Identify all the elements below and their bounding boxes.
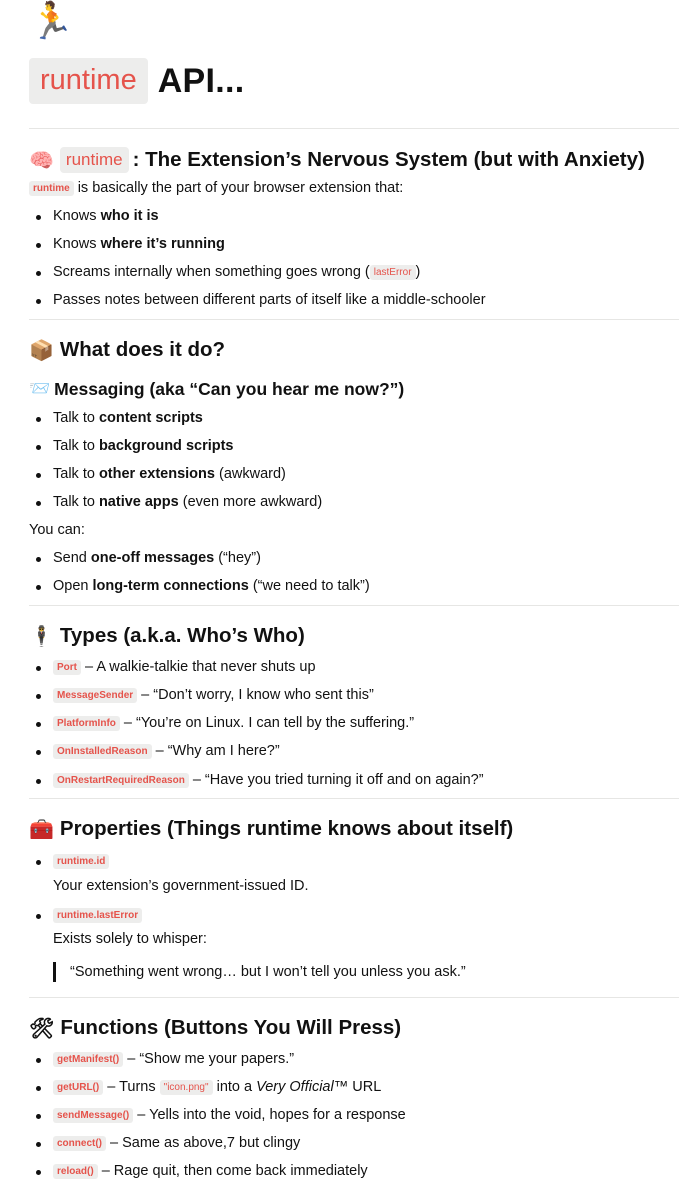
list-item: reload() – Rage quit, then come back immediately	[53, 1163, 368, 1179]
list-item: sendMessage() – Yells into the void, hopes for a response	[53, 1107, 406, 1123]
page-title	[29, 58, 245, 104]
property-description: Your extension’s government-issued ID.	[53, 878, 309, 894]
section-heading-nervous-system	[29, 147, 645, 173]
section-heading-types	[29, 624, 305, 648]
section-heading-what	[29, 338, 225, 362]
list-item: Screams internally when something goes wrong ( lastError )	[53, 264, 421, 280]
list-item: getManifest() – “Show me your papers.”	[53, 1051, 294, 1067]
inline-code: lastError	[370, 265, 416, 280]
divider	[29, 798, 679, 799]
inline-code: connect()	[53, 1136, 106, 1151]
list-item: OnRestartRequiredReason – “Have you tried turning it off and on again?”	[53, 772, 484, 788]
you-can-label: You can:	[29, 522, 85, 538]
list-item: Open long-term connections (“we need to talk”)	[53, 578, 370, 594]
intro-paragraph	[29, 180, 403, 196]
list-item: connect() – Same as above,7 but clingy	[53, 1135, 300, 1151]
brain-icon: 🧠	[29, 148, 54, 172]
inline-code: PlatformInfo	[53, 716, 120, 731]
heading-text: Properties (Things runtime knows about itself)	[59, 817, 514, 840]
hammer-and-wrench-icon: 🛠	[29, 1016, 55, 1040]
list-item: Talk to content scripts	[53, 410, 203, 426]
inline-code: Port	[53, 660, 81, 675]
list-item: Passes notes between different parts of itself like a middle-schooler	[53, 292, 486, 308]
subheading-messaging	[29, 379, 404, 400]
inline-code: getManifest()	[53, 1052, 123, 1067]
property-description: Exists solely to whisper:	[53, 931, 207, 947]
inline-code: getURL()	[53, 1080, 103, 1095]
list-item: PlatformInfo – “You’re on Linux. I can tell by the suffering.”	[53, 715, 414, 731]
blockquote: “Something went wrong… but I won’t tell you unless you ask.”	[53, 962, 466, 982]
inline-code: reload()	[53, 1164, 98, 1179]
list-item: Talk to other extensions (awkward)	[53, 466, 286, 482]
list-item: Port – A walkie-talkie that never shuts up	[53, 659, 316, 675]
list-item: MessageSender – “Don’t worry, I know who sent this”	[53, 687, 374, 703]
inline-code: sendMessage()	[53, 1108, 133, 1123]
list-item: OnInstalledReason – “Why am I here?”	[53, 743, 280, 759]
title-code: runtime	[29, 58, 148, 104]
divider	[29, 319, 679, 320]
section-heading-properties	[29, 817, 513, 841]
list-item	[53, 853, 109, 869]
runner-icon: 🏃	[29, 1, 74, 42]
list-item: Knows who it is	[53, 208, 159, 224]
heading-text: What does it do?	[59, 338, 226, 361]
heading-text: : The Extension’s Nervous System (but with Anxiety)	[132, 148, 645, 171]
inline-code: OnInstalledReason	[53, 744, 152, 759]
divider	[29, 997, 679, 998]
inline-code: "icon.png"	[160, 1080, 213, 1095]
package-icon: 📦	[29, 338, 54, 362]
incoming-envelope-icon: 📨	[29, 379, 51, 399]
heading-text: Types (a.k.a. Who’s Who)	[59, 624, 305, 647]
heading-code: runtime	[60, 147, 129, 173]
title-text: API...	[157, 61, 245, 100]
inline-code: runtime.lastError	[53, 908, 142, 923]
list-item: Talk to background scripts	[53, 438, 234, 454]
inline-code: OnRestartRequiredReason	[53, 773, 189, 788]
divider	[29, 605, 679, 606]
heading-text: Messaging (aka “Can you hear me now?”)	[54, 379, 405, 399]
section-heading-functions	[29, 1016, 401, 1040]
list-item: Send one-off messages (“hey”)	[53, 550, 261, 566]
divider	[29, 128, 679, 129]
inline-code: MessageSender	[53, 688, 137, 703]
list-item	[53, 907, 142, 923]
person-in-suit-icon: 🕴	[29, 624, 54, 648]
inline-code: runtime.id	[53, 854, 109, 869]
toolbox-icon: 🧰	[29, 817, 54, 841]
list-item: Talk to native apps (even more awkward)	[53, 494, 323, 510]
list-item: Knows where it’s running	[53, 236, 225, 252]
intro-text: is basically the part of your browser extension that:	[73, 180, 404, 196]
heading-text: Functions (Buttons You Will Press)	[60, 1016, 402, 1039]
inline-code: runtime	[29, 181, 74, 196]
list-item: getURL() – Turns "icon.png" into a Very Official™ URL	[53, 1079, 381, 1095]
